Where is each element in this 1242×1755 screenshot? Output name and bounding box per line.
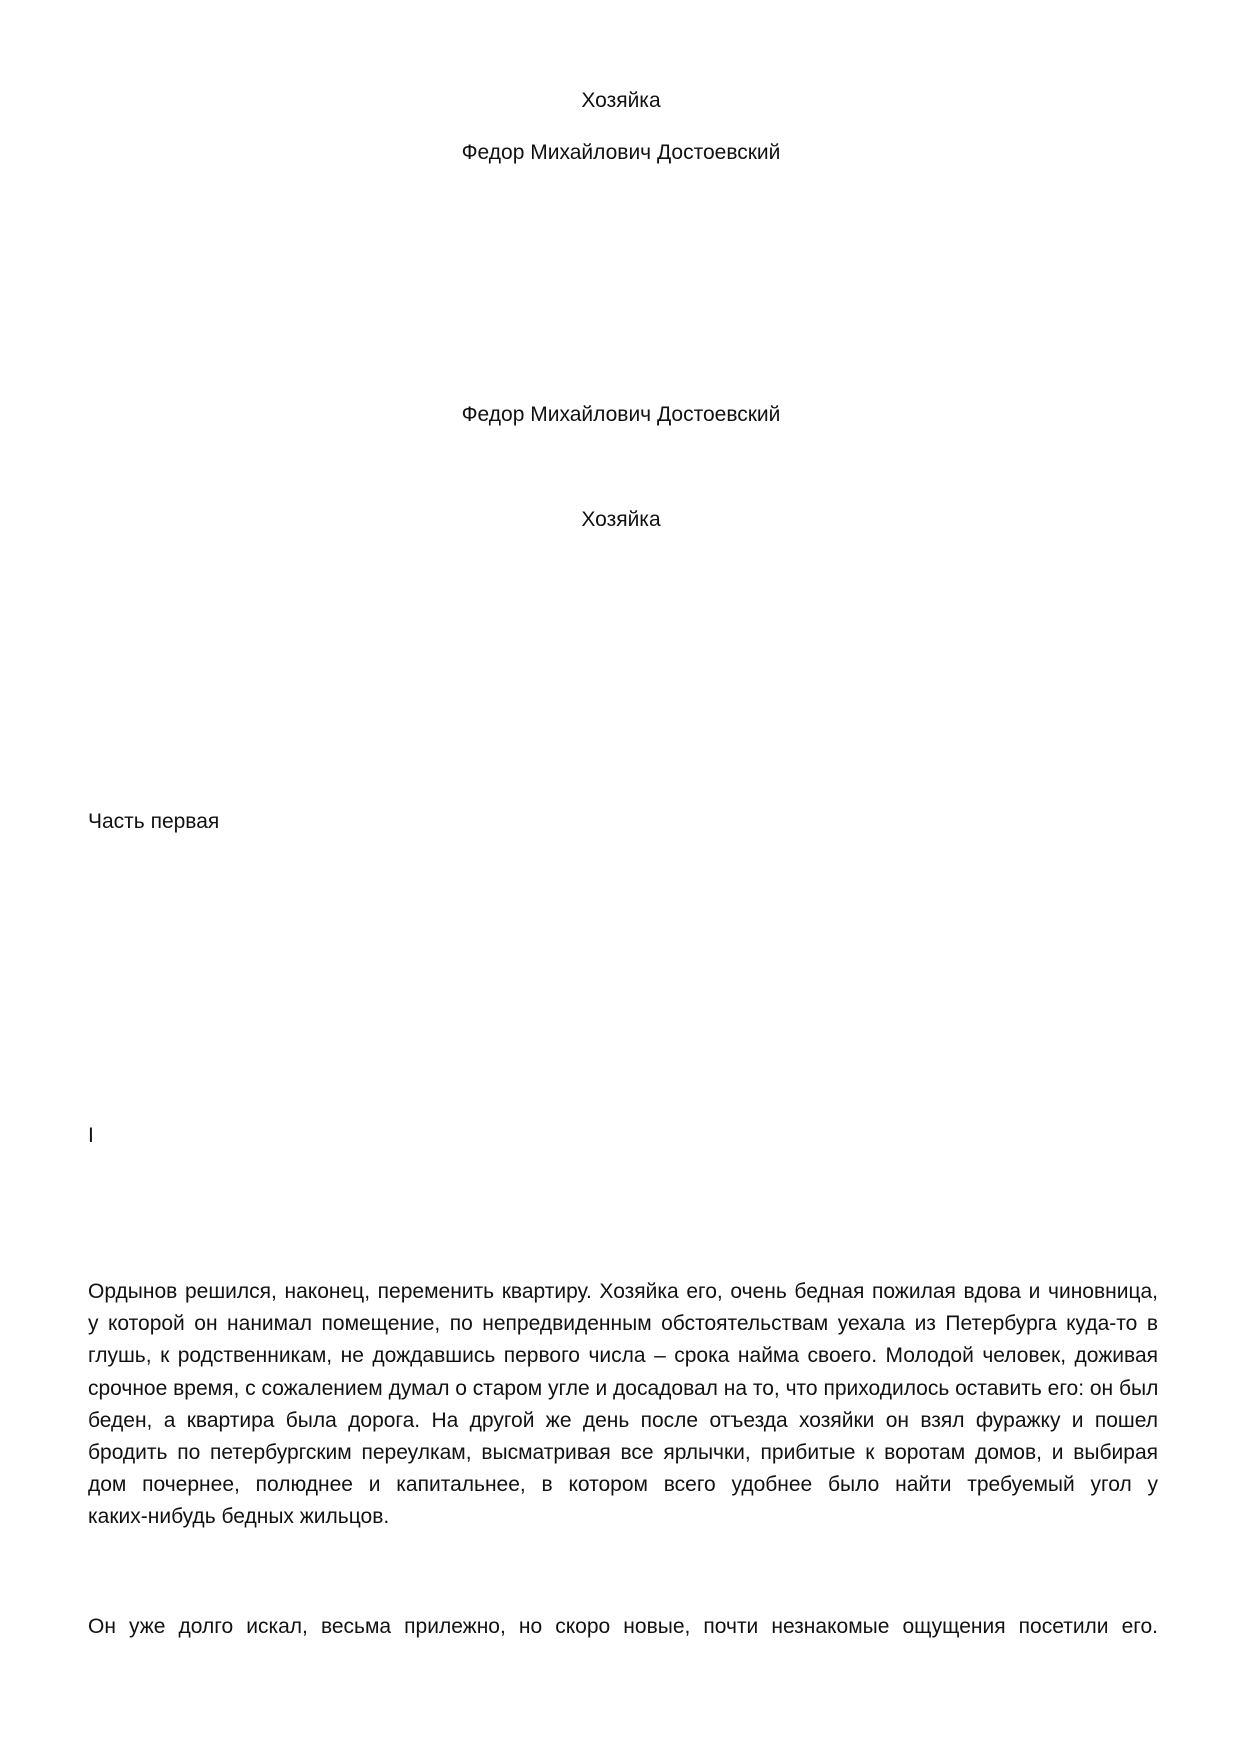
paragraph-line: дом почернее, полюднее и капитальнее, в котором всего удобнее было найти требуемый угол у xyxy=(88,1473,1158,1497)
paragraph-line: беден, а квартира была дорога. На другой же день после отъезда хозяйки он взял фуражку и пошел xyxy=(88,1408,1158,1432)
paragraph-line: каких-нибудь бедных жильцов. xyxy=(88,1505,390,1529)
header-author: Федор Михайлович Достоевский xyxy=(461,141,781,164)
paragraph-line: Ордынов решился, наконец, переменить квартиру. Хозяйка его, очень бедная пожилая вдова и чиновница, xyxy=(88,1280,1158,1303)
header-title: Хозяйка xyxy=(581,89,661,112)
chapter-number: I xyxy=(88,1124,94,1147)
paragraph-line: бродить по петербургским переулкам, высматривая все ярлычки, прибитые к воротам домов, и выбирая xyxy=(88,1441,1158,1465)
part-heading: Часть первая xyxy=(88,810,220,833)
paragraph-2 xyxy=(88,1611,1158,1643)
title-page-author: Федор Михайлович Достоевский xyxy=(461,403,781,426)
paragraph-line: глушь, к родственникам, не дождавшись первого числа – срока найма своего. Молодой человек, доживая xyxy=(88,1344,1158,1368)
paragraph-1 xyxy=(88,1276,1158,1534)
paragraph-line: срочное время, с сожалением думал о старом угле и досадовал на то, что приходилось оставить его: он был xyxy=(88,1376,1158,1400)
paragraph-line: у которой он нанимал помещение, по непредвиденным обстоятельствам уехала из Петербурга куда-то в xyxy=(88,1312,1158,1336)
title-page-title: Хозяйка xyxy=(581,508,661,531)
paragraph-line: Он уже долго искал, весьма прилежно, но скоро новые, почти незнакомые ощущения посетили его. xyxy=(88,1615,1158,1638)
